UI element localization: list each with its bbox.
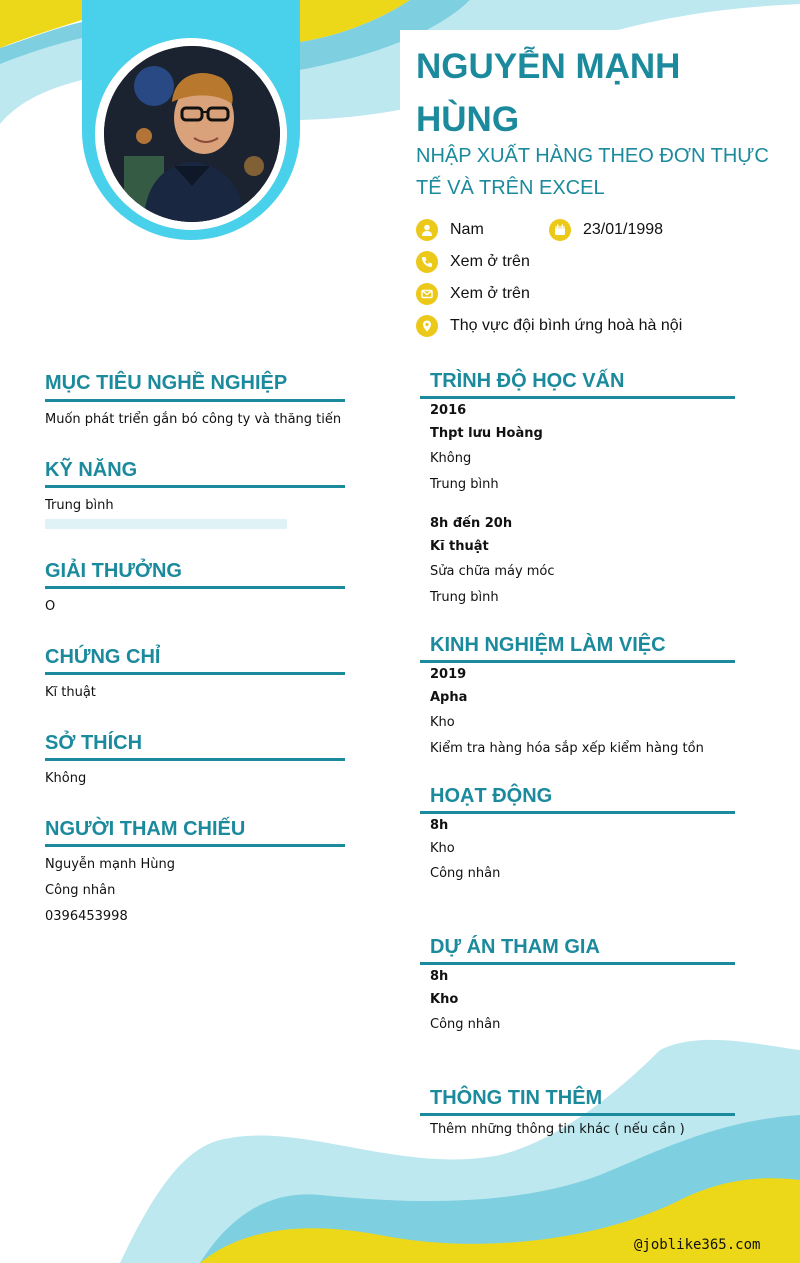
calendar-icon	[549, 219, 571, 241]
hobbies-title: SỞ THÍCH	[45, 732, 143, 754]
watermark-link[interactable]: @joblike365.com	[634, 1237, 761, 1253]
activity-role: Công nhân	[430, 866, 501, 881]
certificates-divider	[45, 672, 345, 675]
project-time: 8h	[430, 969, 449, 984]
skill-level-bar	[45, 519, 287, 529]
info-gender	[416, 219, 484, 241]
activity-time: 8h	[430, 818, 449, 833]
phone-value: Xem ở trên	[450, 253, 530, 270]
avatar	[104, 46, 280, 222]
education-school: Kĩ thuật	[430, 539, 489, 554]
education-result: Trung bình	[430, 477, 499, 492]
education-time: 8h đến 20h	[430, 516, 513, 531]
address-value: Thọ vực đội bình ứng hoà hà nội	[450, 317, 683, 334]
skills-divider	[45, 485, 345, 488]
email-value: Xem ở trên	[450, 285, 530, 302]
experience-title: KINH NGHIỆM LÀM VIỆC	[430, 634, 666, 656]
mail-icon	[416, 283, 438, 305]
info-email	[416, 283, 530, 305]
certificates-title: CHỨNG CHỈ	[45, 646, 161, 668]
birthday-value: 23/01/1998	[583, 221, 664, 238]
extra-title: THÔNG TIN THÊM	[430, 1087, 603, 1109]
reference-phone: 0396453998	[45, 909, 128, 924]
education-result: Trung bình	[430, 590, 499, 605]
info-phone	[416, 251, 530, 273]
phone-icon	[416, 251, 438, 273]
education-title: TRÌNH ĐỘ HỌC VẤN	[430, 370, 625, 392]
references-title: NGƯỜI THAM CHIẾU	[45, 818, 246, 840]
extra-text: Thêm những thông tin khác ( nếu cần )	[430, 1122, 685, 1137]
experience-time: 2019	[430, 667, 467, 682]
reference-position: Công nhân	[45, 883, 116, 898]
avatar-image	[104, 46, 280, 222]
objective-text: Muốn phát triển gắn bó công ty và thăng tiến	[45, 412, 342, 427]
applying-position: NHẬP XUẤT HÀNG THEO ĐƠN THỰC TẾ VÀ TRÊN EXCEL	[416, 145, 769, 199]
project-role: Công nhân	[430, 1017, 501, 1032]
projects-divider	[420, 962, 735, 965]
education-school: Thpt lưu Hoàng	[430, 426, 543, 441]
info-birthday	[549, 219, 663, 241]
activity-org: Kho	[430, 841, 455, 856]
experience-company: Apha	[430, 690, 468, 705]
project-name: Kho	[430, 992, 459, 1007]
awards-divider	[45, 586, 345, 589]
awards-text: O	[45, 599, 56, 614]
skill-name: Trung bình	[45, 498, 114, 513]
education-major: Không	[430, 451, 472, 466]
gender-value: Nam	[450, 221, 484, 238]
skills-title: KỸ NĂNG	[45, 459, 138, 481]
education-major: Sửa chữa máy móc	[430, 564, 555, 579]
projects-title: DỰ ÁN THAM GIA	[430, 936, 600, 958]
experience-role: Kho	[430, 715, 455, 730]
activities-title: HOẠT ĐỘNG	[430, 785, 553, 807]
info-address	[416, 315, 682, 337]
reference-name: Nguyễn mạnh Hùng	[45, 857, 176, 872]
experience-divider	[420, 660, 735, 663]
hobbies-text: Không	[45, 771, 87, 786]
education-divider	[420, 396, 735, 399]
hobbies-divider	[45, 758, 345, 761]
education-time: 2016	[430, 403, 467, 418]
awards-title: GIẢI THƯỞNG	[45, 560, 182, 582]
user-icon	[416, 219, 438, 241]
extra-divider	[420, 1113, 735, 1116]
location-pin-icon	[416, 315, 438, 337]
references-divider	[45, 844, 345, 847]
experience-desc: Kiểm tra hàng hóa sắp xếp kiểm hàng tồn	[430, 741, 704, 756]
objective-divider	[45, 399, 345, 402]
certificates-text: Kĩ thuật	[45, 685, 96, 700]
objective-title: MỤC TIÊU NGHỀ NGHIỆP	[45, 372, 288, 394]
candidate-name: NGUYỄN MẠNH HÙNG	[416, 47, 681, 139]
activities-divider	[420, 811, 735, 814]
